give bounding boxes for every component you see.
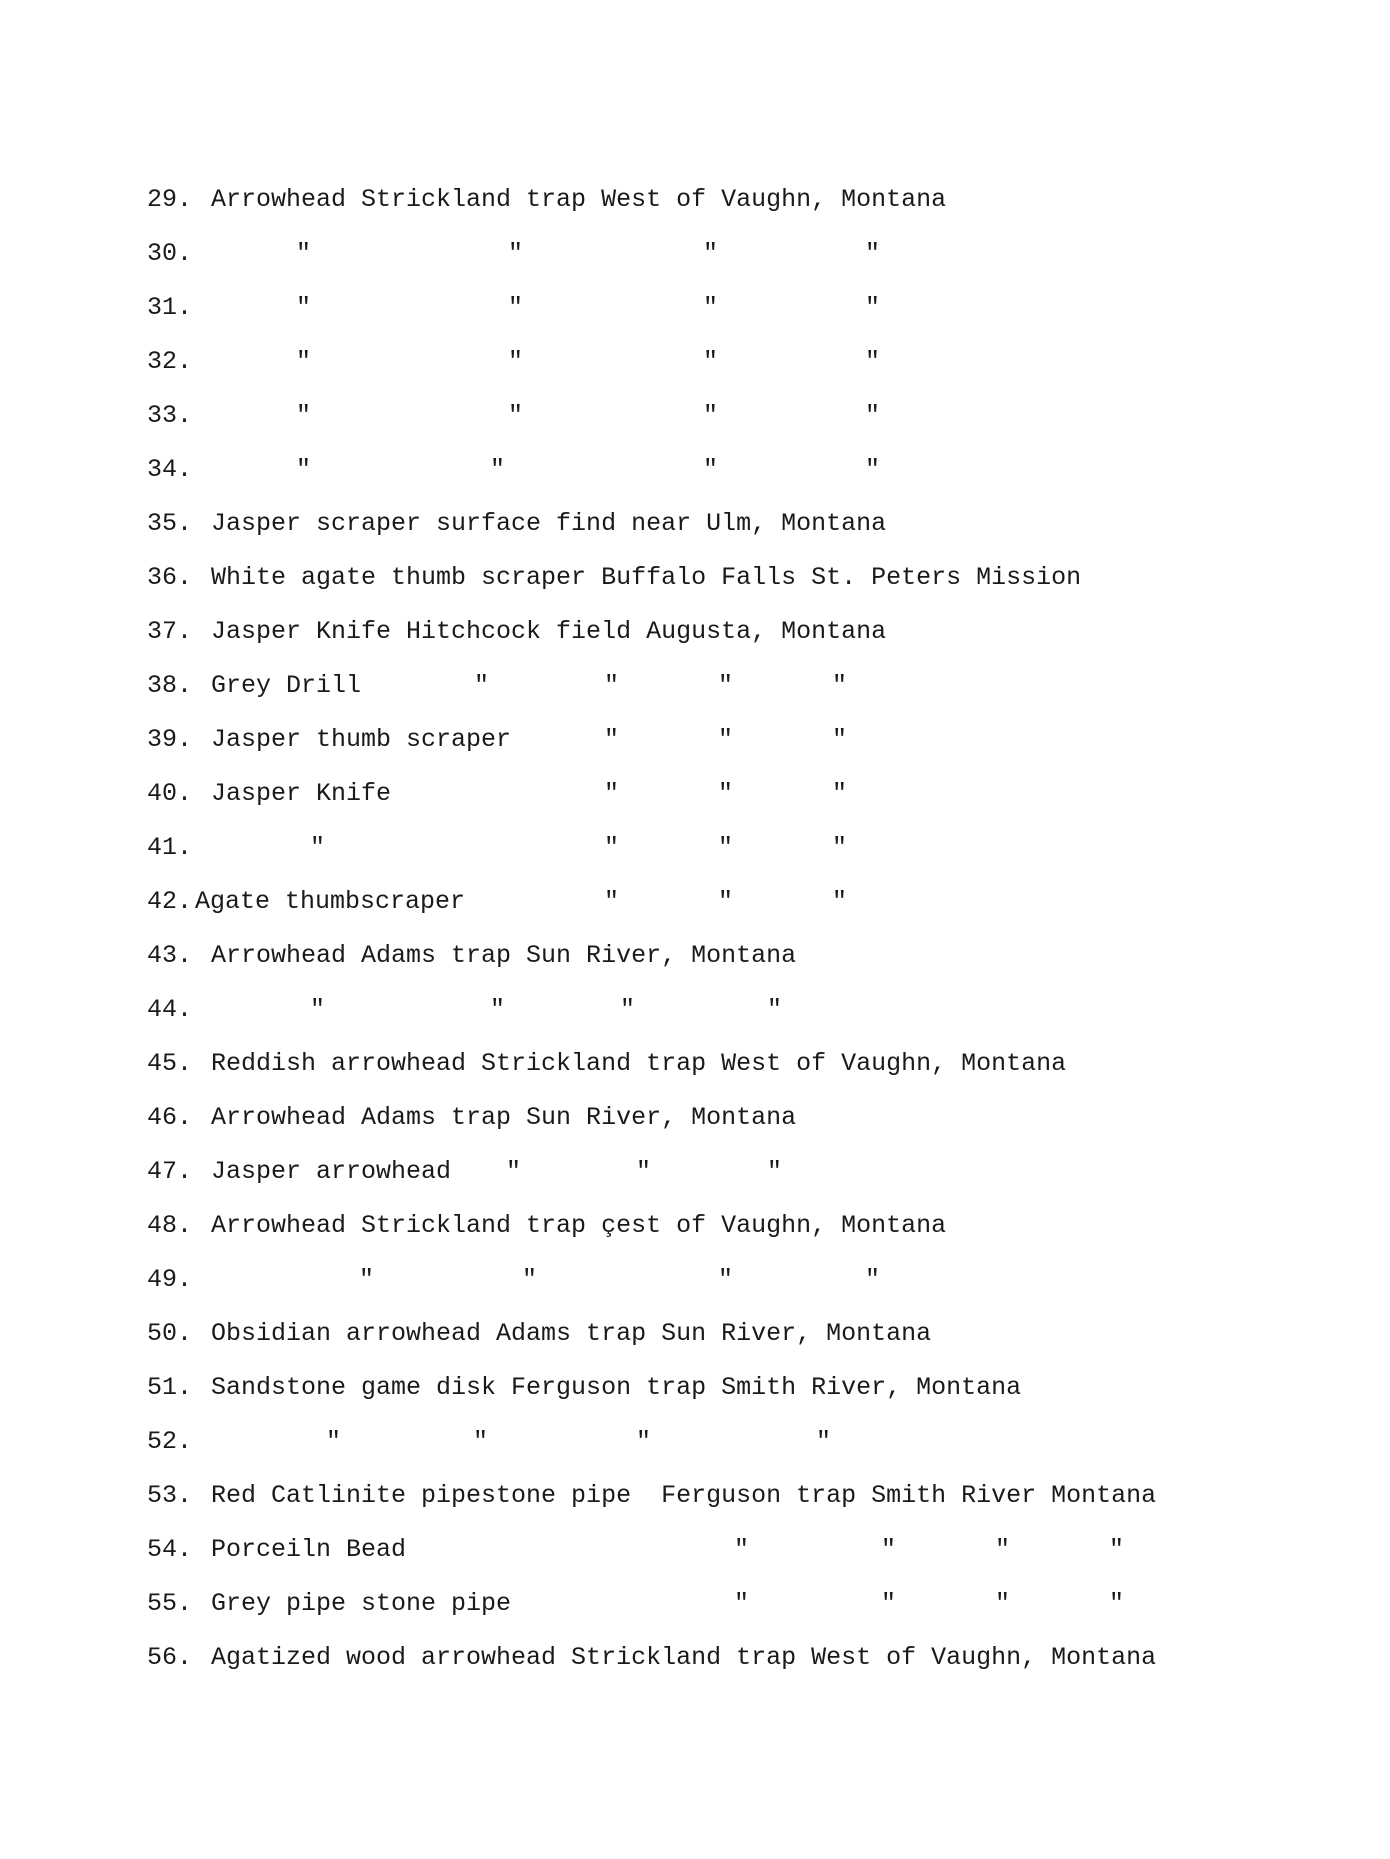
entry-number: 34. — [147, 455, 193, 484]
entry-number: 37. — [147, 617, 193, 646]
entry-number: 51. — [147, 1373, 193, 1402]
entry-number: 40. — [147, 779, 193, 808]
entry-number: 31. — [147, 293, 193, 322]
entry-number: 41. — [147, 833, 193, 862]
entry-number: 38. — [147, 671, 193, 700]
ditto-mark: " — [296, 401, 312, 430]
ditto-mark: " — [326, 1427, 342, 1456]
ditto-mark: " — [1109, 1589, 1125, 1618]
entry-number: 50. — [147, 1319, 193, 1348]
entry-number: 33. — [147, 401, 193, 430]
ditto-mark: " — [474, 671, 490, 700]
ditto-mark: " — [995, 1535, 1011, 1564]
ditto-mark: " — [718, 887, 734, 916]
entry-number: 48. — [147, 1211, 193, 1240]
entry-number: 47. — [147, 1157, 193, 1186]
list-item — [0, 831, 1390, 865]
ditto-mark: " — [310, 833, 326, 862]
entry-number: 45. — [147, 1049, 193, 1078]
list-item — [0, 993, 1390, 1027]
ditto-mark: " — [508, 293, 524, 322]
ditto-mark: " — [473, 1427, 489, 1456]
entry-number: 39. — [147, 725, 193, 754]
list-item — [0, 1101, 1390, 1135]
list-item — [0, 1047, 1390, 1081]
entry-number: 56. — [147, 1643, 193, 1672]
ditto-mark: " — [832, 671, 848, 700]
ditto-mark: " — [703, 347, 719, 376]
entry-text: Sandstone game disk Ferguson trap Smith River, Montana — [211, 1373, 1022, 1402]
ditto-mark: " — [296, 239, 312, 268]
ditto-mark: " — [995, 1589, 1011, 1618]
entry-number: 49. — [147, 1265, 193, 1294]
list-item — [0, 291, 1390, 325]
list-item — [0, 723, 1390, 757]
ditto-mark: " — [508, 347, 524, 376]
ditto-mark: " — [604, 725, 620, 754]
ditto-mark: " — [359, 1265, 375, 1294]
entry-number: 42. — [147, 887, 193, 916]
entry-number: 43. — [147, 941, 193, 970]
entry-text: Jasper Knife Hitchcock field Augusta, Montana — [211, 617, 887, 646]
list-item — [0, 345, 1390, 379]
list-item — [0, 1317, 1390, 1351]
entry-number: 35. — [147, 509, 193, 538]
entry-text: Jasper arrowhead — [211, 1157, 452, 1186]
ditto-mark: " — [703, 401, 719, 430]
ditto-mark: " — [865, 293, 881, 322]
ditto-mark: " — [703, 455, 719, 484]
list-item — [0, 669, 1390, 703]
ditto-mark: " — [604, 779, 620, 808]
list-item — [0, 1533, 1390, 1567]
ditto-mark: " — [310, 995, 326, 1024]
ditto-mark: " — [508, 401, 524, 430]
ditto-mark: " — [718, 725, 734, 754]
entry-number: 32. — [147, 347, 193, 376]
list-item — [0, 1371, 1390, 1405]
entry-number: 36. — [147, 563, 193, 592]
ditto-mark: " — [734, 1589, 750, 1618]
list-item — [0, 1209, 1390, 1243]
entry-number: 44. — [147, 995, 193, 1024]
ditto-mark: " — [1109, 1535, 1125, 1564]
ditto-mark: " — [816, 1427, 832, 1456]
list-item — [0, 237, 1390, 271]
entry-text: Grey pipe stone pipe — [211, 1589, 512, 1618]
list-item — [0, 1479, 1390, 1513]
ditto-mark: " — [865, 401, 881, 430]
ditto-mark: " — [832, 833, 848, 862]
ditto-mark: " — [604, 887, 620, 916]
list-item — [0, 183, 1390, 217]
list-item — [0, 399, 1390, 433]
entry-text: Arrowhead Strickland trap West of Vaughn, Montana — [211, 185, 947, 214]
ditto-mark: " — [881, 1535, 897, 1564]
ditto-mark: " — [865, 455, 881, 484]
list-item — [0, 1641, 1390, 1675]
ditto-mark: " — [703, 293, 719, 322]
entry-text: Arrowhead Strickland trap çest of Vaughn, Montana — [211, 1211, 947, 1240]
entry-number: 29. — [147, 185, 193, 214]
entry-text: Arrowhead Adams trap Sun River, Montana — [211, 941, 797, 970]
ditto-mark: " — [718, 671, 734, 700]
ditto-mark: " — [296, 347, 312, 376]
entry-text: Jasper Knife — [211, 779, 392, 808]
list-item — [0, 1263, 1390, 1297]
entry-number: 54. — [147, 1535, 193, 1564]
entry-text: Reddish arrowhead Strickland trap West of Vaughn, Montana — [211, 1049, 1067, 1078]
list-item — [0, 615, 1390, 649]
entry-number: 53. — [147, 1481, 193, 1510]
list-item — [0, 507, 1390, 541]
entry-text: Jasper scraper surface find near Ulm, Montana — [211, 509, 887, 538]
ditto-mark: " — [767, 1157, 783, 1186]
entry-text: Jasper thumb scraper — [211, 725, 512, 754]
ditto-mark: " — [490, 995, 506, 1024]
ditto-mark: " — [490, 455, 506, 484]
entry-number: 30. — [147, 239, 193, 268]
entry-number: 55. — [147, 1589, 193, 1618]
ditto-mark: " — [718, 1265, 734, 1294]
entry-text: White agate thumb scraper Buffalo Falls St. Peters Mission — [211, 563, 1082, 592]
ditto-mark: " — [522, 1265, 538, 1294]
ditto-mark: " — [296, 293, 312, 322]
ditto-mark: " — [506, 1157, 522, 1186]
ditto-mark: " — [832, 887, 848, 916]
ditto-mark: " — [636, 1157, 652, 1186]
ditto-mark: " — [881, 1589, 897, 1618]
entry-number: 52. — [147, 1427, 193, 1456]
ditto-mark: " — [734, 1535, 750, 1564]
ditto-mark: " — [296, 455, 312, 484]
ditto-mark: " — [865, 1265, 881, 1294]
entry-number: 46. — [147, 1103, 193, 1132]
entry-text: Arrowhead Adams trap Sun River, Montana — [211, 1103, 797, 1132]
list-item — [0, 777, 1390, 811]
ditto-mark: " — [703, 239, 719, 268]
entry-text: Red Catlinite pipestone pipe Ferguson trap Smith River Montana — [211, 1481, 1157, 1510]
list-item — [0, 1587, 1390, 1621]
ditto-mark: " — [718, 833, 734, 862]
entry-text: Porceiln Bead — [211, 1535, 407, 1564]
list-item — [0, 453, 1390, 487]
ditto-mark: " — [604, 833, 620, 862]
list-item — [0, 561, 1390, 595]
entry-text: Obsidian arrowhead Adams trap Sun River, Montana — [211, 1319, 932, 1348]
list-item — [0, 885, 1390, 919]
ditto-mark: " — [620, 995, 636, 1024]
list-item — [0, 1425, 1390, 1459]
ditto-mark: " — [718, 779, 734, 808]
ditto-mark: " — [767, 995, 783, 1024]
ditto-mark: " — [865, 347, 881, 376]
list-item — [0, 939, 1390, 973]
entry-text: Agate thumbscraper — [195, 887, 466, 916]
entry-text: Agatized wood arrowhead Strickland trap West of Vaughn, Montana — [211, 1643, 1157, 1672]
ditto-mark: " — [832, 725, 848, 754]
ditto-mark: " — [636, 1427, 652, 1456]
ditto-mark: " — [832, 779, 848, 808]
list-item — [0, 1155, 1390, 1189]
ditto-mark: " — [604, 671, 620, 700]
ditto-mark: " — [508, 239, 524, 268]
entry-text: Grey Drill — [211, 671, 362, 700]
ditto-mark: " — [865, 239, 881, 268]
